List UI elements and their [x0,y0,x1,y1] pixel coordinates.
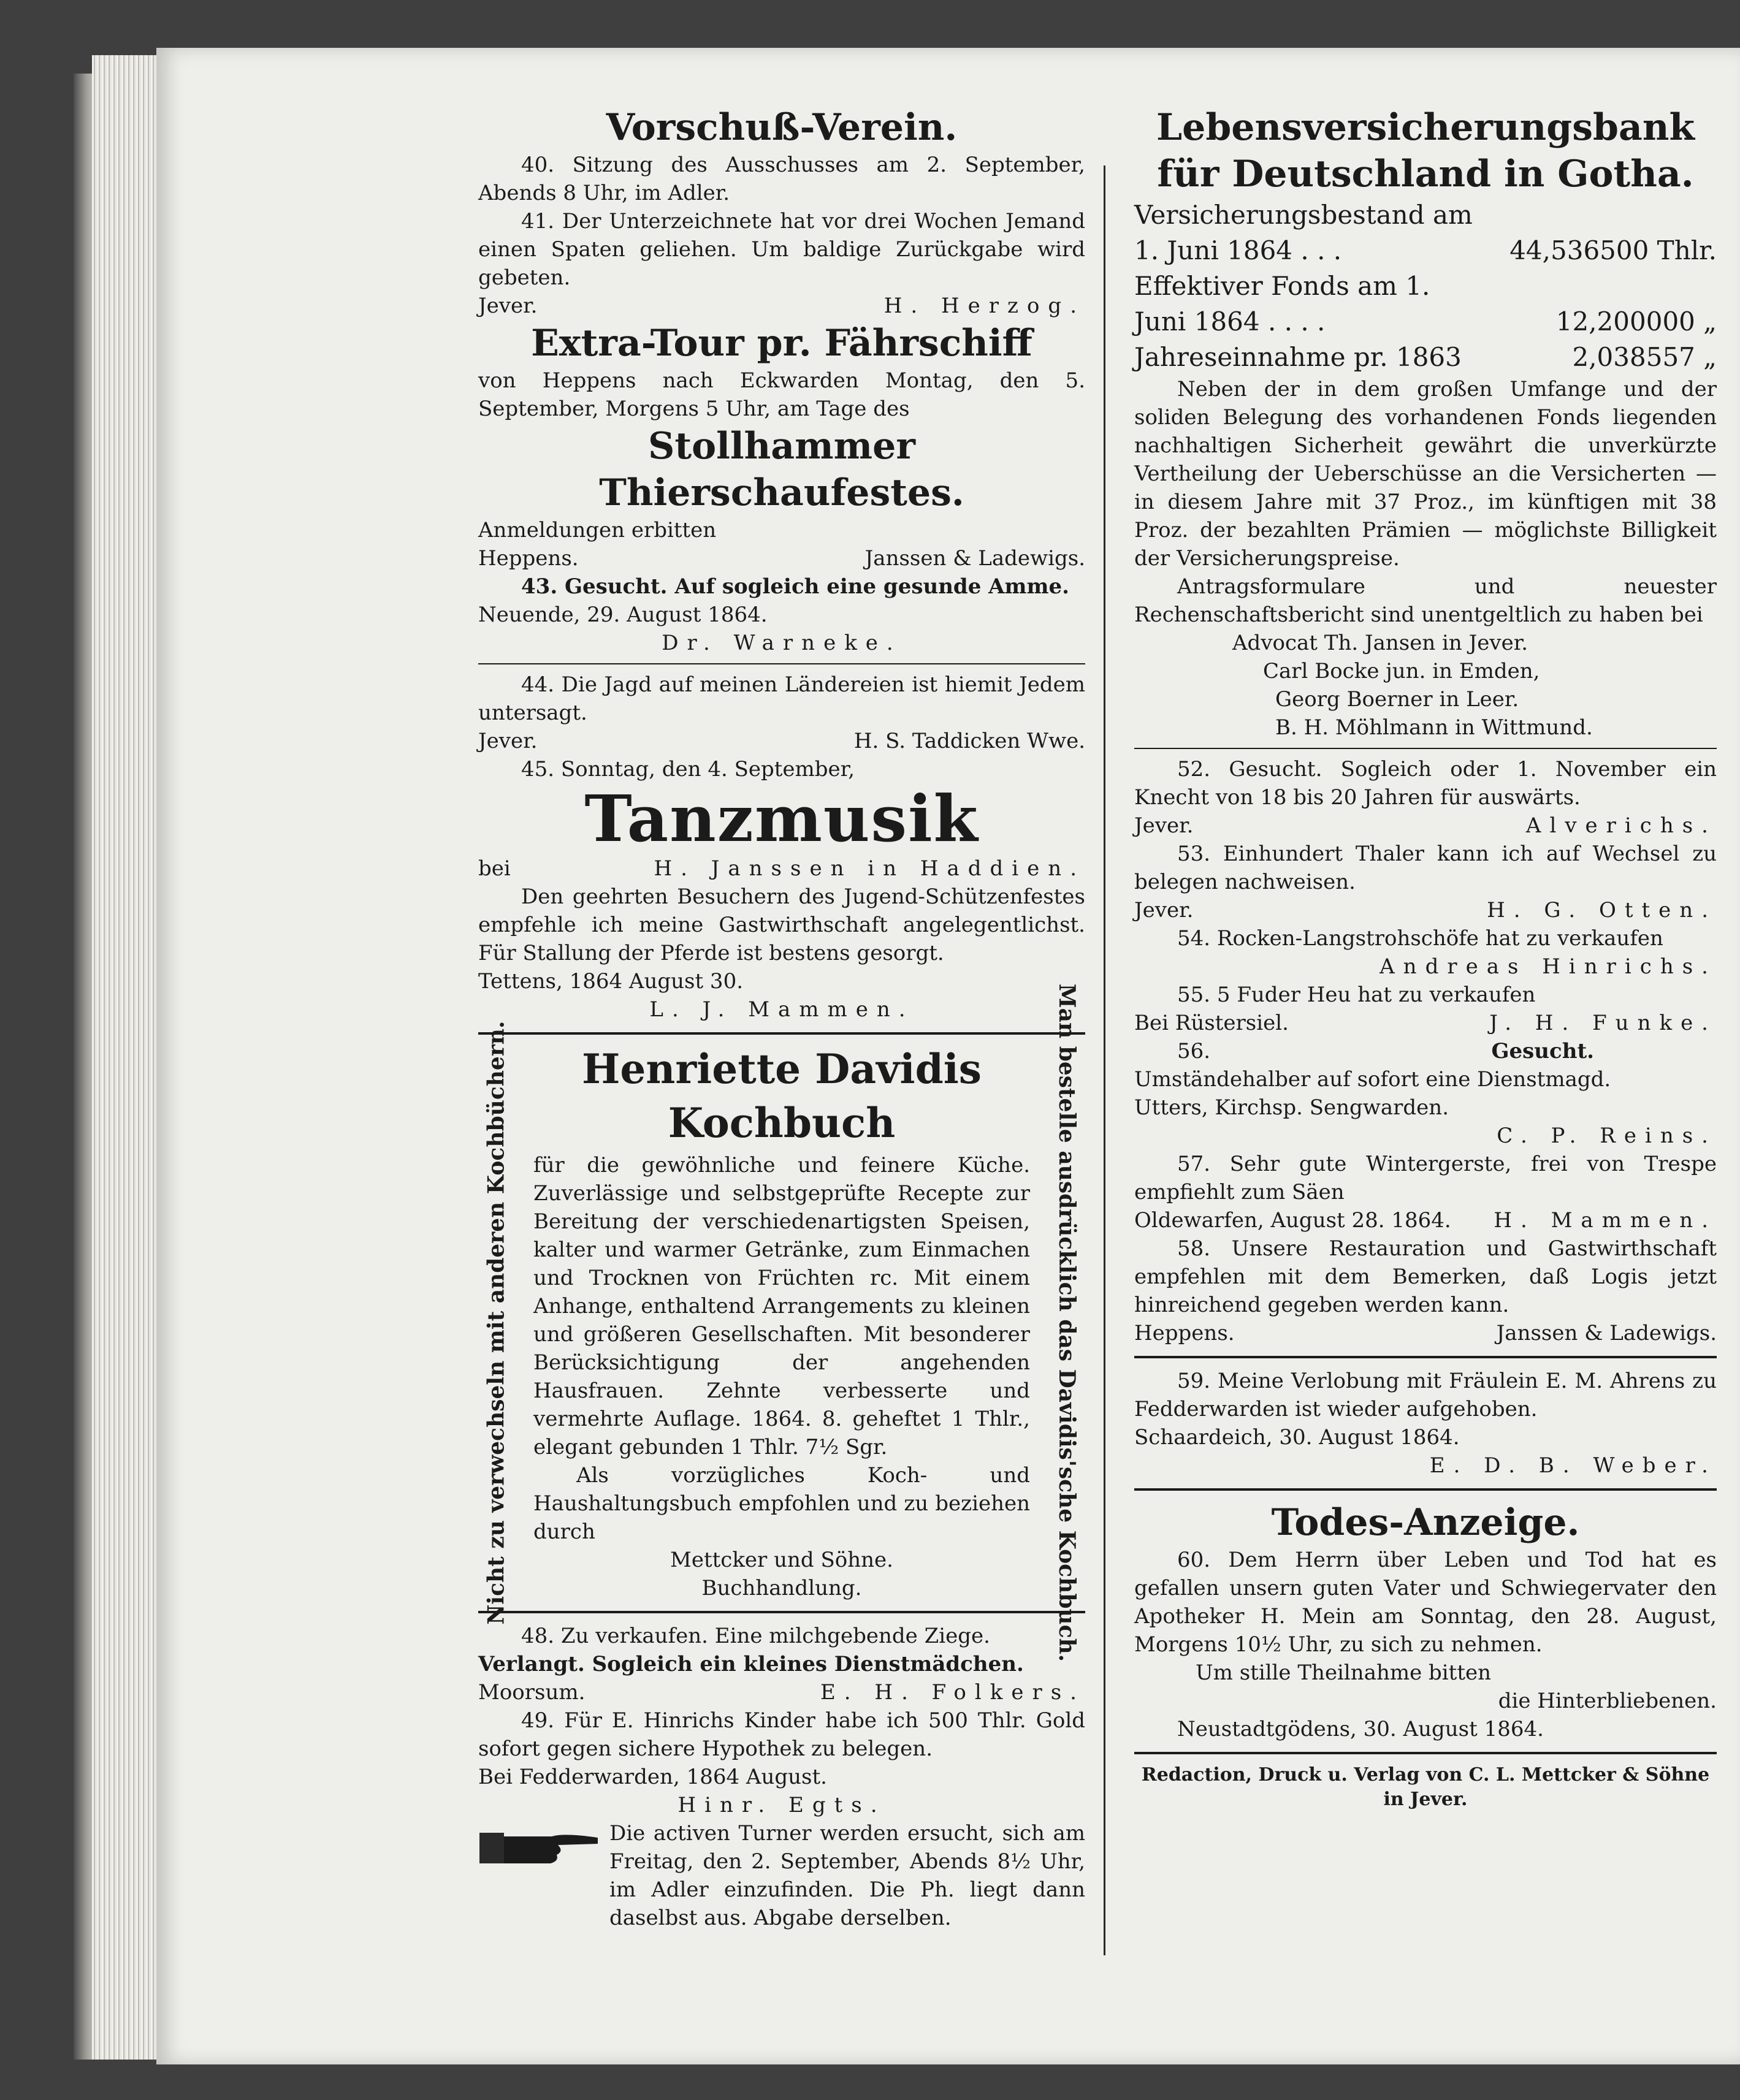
stollhammer-name: Janssen & Ladewigs. [864,546,1085,571]
tanzmusik-date: Tettens, 1864 August 30. [478,969,744,994]
separator [1134,748,1717,749]
separator [478,1032,1085,1035]
gotha-text2: Antragsformulare und neuester Rechenschaftsbericht sind unentgeltlich zu haben bei [1134,574,1717,627]
ad-54-name: Andreas Hinrichs. [1379,954,1717,979]
separator [1134,1356,1717,1358]
tanzmusik-name: L. J. Mammen. [649,997,914,1022]
ad-58-name: Janssen & Ladewigs. [1496,1321,1717,1345]
ad-44: 44. Die Jagd auf meinen Ländereien ist hiemit Jedem untersagt. [478,672,1085,725]
tanzmusik-host: H. Janssen in Haddien. [654,856,1085,881]
ad-54: 54. Rocken-Langstrohschöfe hat zu verkaufen [1177,926,1663,951]
ad-59: 59. Meine Verlobung mit Fräulein E. M. Ahrens zu Fedderwarden ist wieder aufgehoben. [1134,1369,1717,1421]
davidis-text: für die gewöhnliche und feinere Küche. Zuverlässige und selbstgeprüfte Recepte zur Bereitung der verschiedenartigsten Speisen, kalter und warmer Getränke, zum Einmachen und Trocknen von Früchten rc. Mit einem Anhange, enthaltend Arrangements zu kleinen und größeren Gesellschaften. Mit besonderer Berücksichtigung der angehenden Hausfrauen. Zehnte verbesserte und vermehrte Auflage. 1864. 8. geheftet 1 Thlr., elegant gebunden 1 Thlr. 7½ Sgr. [533,1153,1030,1459]
ad-58: 58. Unsere Restauration und Gastwirthschaft empfehlen mit dem Bemerken, daß Logis jetzt hinreichend gegeben werden kann. [1134,1236,1717,1317]
gotha-line-2 [1134,233,1717,268]
gotha-agent-3: Georg Boerner in Leer. [1275,687,1519,712]
gotha-line-1-text: Versicherungsbestand am [1134,200,1473,230]
gotha-agent-2: Carl Bocke jun. in Emden, [1263,659,1540,683]
pointing-hand-icon [478,1819,601,1874]
ad-44-name: H. S. Taddicken Wwe. [853,729,1085,753]
gotha-line-2-value: 44,536500 Thlr. [1509,235,1717,265]
ad-58-place: Heppens. [1134,1321,1235,1345]
ad-56-text: Umständehalber auf sofort eine Dienstmagd. [1134,1067,1611,1092]
ad-55-place: Bei Rüstersiel. [1134,1011,1289,1035]
tanzmusik-bei: bei [478,856,511,881]
stollhammer-title: Stollhammer Thierschaufestes. [599,425,964,514]
gotha-agent-1: Advocat Th. Jansen in Jever. [1232,631,1528,655]
ad-55: 55. 5 Fuder Heu hat zu verkaufen [1177,983,1536,1007]
ad-41: 41. Der Unterzeichnete hat vor drei Wochen Jemand einen Spaten geliehen. Um baldige Zurückgabe wird gebeten. [478,209,1085,290]
davidis-text2: Als vorzügliches Koch- und Haushaltungsbuch empfohlen und zu beziehen durch [533,1463,1030,1544]
stollhammer-sign [478,544,1085,573]
ad-49-date: Bei Fedderwarden, 1864 August. [478,1765,827,1789]
ad-58-sign [1134,1319,1717,1347]
separator [1134,1488,1717,1491]
ad-49: 49. Für E. Hinrichs Kinder habe ich 500 Thlr. Gold sofort gegen sichere Hypothek zu belegen. [478,1708,1085,1761]
ad-53-place: Jever. [1134,898,1194,923]
gotha-title: Lebensversicherungsbank für Deutschland in Gotha. [1156,106,1695,196]
gotha-line-3 [1134,268,1717,304]
right-column [1134,104,1717,1812]
ad-52-place: Jever. [1134,813,1194,838]
gotha-agent-4: B. H. Möhlmann in Wittmund. [1275,715,1593,740]
ad-60: 60. Dem Herrn über Leben und Tod hat es gefallen unsern guten Vater und Schwiegervater den Apotheker H. Mein am Sonntag, den 28. August, Morgens 10½ Uhr, zu sich zu nehmen. [1134,1548,1717,1657]
turner-text: Die activen Turner werden ersucht, sich am Freitag, den 2. September, Abends 8½ Uhr, im Adler einzufinden. Die Ph. liegt dann daselbst aus. Abgabe derselben. [609,1821,1085,1930]
gotha-line-4 [1134,304,1717,340]
separator [478,663,1085,664]
ad-49-name: Hinr. Egts. [677,1793,886,1817]
ad-56-place: Utters, Kirchsp. Sengwarden. [1134,1095,1449,1120]
ad-48-sign [478,1678,1085,1706]
stollhammer-text: Anmeldungen erbitten [478,518,717,542]
ad-48b: Verlangt. Sogleich ein kleines Dienstmädchen. [478,1652,1024,1676]
gotha-line-4-value: 12,200000 „ [1555,306,1717,337]
tanzmusik-text: Den geehrten Besuchern des Jugend-Schützenfestes empfehle ich meine Gastwirthschaft angelegentlichst. Für Stallung der Pferde ist bestens gesorgt. [478,885,1085,965]
ad-55-sign [1134,1009,1717,1037]
ad-57: 57. Sehr gute Wintergerste, frei von Trespe empfiehlt zum Säen [1134,1152,1717,1204]
turner-ad [478,1819,1085,1932]
davidis-seller: Mettcker und Söhne. [670,1548,893,1572]
davidis-subtitle: Kochbuch [668,1099,896,1147]
ad-56-head [1134,1037,1717,1065]
ad-53-sign [1134,896,1717,924]
ad-48-place: Moorsum. [478,1680,586,1705]
gotha-line-1 [1134,197,1717,233]
page-edges [92,55,159,2060]
ad-59-date: Schaardeich, 30. August 1864. [1134,1425,1460,1450]
ad-57-name: H. Mammen. [1494,1208,1717,1233]
ad-43-date: Neuende, 29. August 1864. [478,603,768,627]
ad-60-sign: die Hinterbliebenen. [1498,1689,1717,1713]
ad-53: 53. Einhundert Thaler kann ich auf Wechsel zu belegen nachweisen. [1134,842,1717,894]
ad-56-title: Gesucht. [1491,1039,1594,1063]
vorschuss-title: Vorschuß-Verein. [606,106,958,149]
ad-53-name: H. G. Otten. [1487,898,1717,923]
ad-44-sign [478,727,1085,755]
ad-56-number: 56. [1177,1039,1211,1063]
ad-60-date: Neustadtgödens, 30. August 1864. [1177,1717,1544,1741]
ad-59-name: E. D. B. Weber. [1429,1453,1717,1478]
ad-40: 40. Sitzung des Ausschusses am 2. September, Abends 8 Uhr, im Adler. [478,153,1085,205]
ad-52-name: Alverichs. [1525,813,1717,838]
ad-41-sign [478,292,1085,320]
extra-tour-title: Extra-Tour pr. Fährschiff [531,322,1032,365]
davidis-seller2: Buchhandlung. [701,1576,862,1600]
ad-44-place: Jever. [478,729,538,753]
gotha-line-3-text: Effektiver Fonds am 1. [1134,271,1430,301]
ad-41-place: Jever. [478,294,538,318]
gotha-line-5-label: Jahreseinnahme pr. 1863 [1134,342,1462,372]
davidis-side-right-text: Man bestelle ausdrücklich das Davidis'sche Kochbuch. [1054,983,1080,1662]
ad-43-name: Dr. Warneke. [662,631,902,655]
gotha-line-2-label: 1. Juni 1864 . . . [1134,235,1342,265]
davidis-side-left [472,1021,521,1625]
separator [478,1611,1085,1613]
column-divider [1104,165,1105,1955]
todes-title: Todes-Anzeige. [1271,1501,1580,1544]
ad-43: 43. Gesucht. Auf sogleich eine gesunde Amme. [521,574,1069,599]
davidis-side-left-text: Nicht zu verwechseln mit anderen Kochbüchern. [484,1021,509,1625]
ad-57-sign [1134,1206,1717,1235]
stollhammer-place: Heppens. [478,546,579,571]
ad-57-date: Oldewarfen, August 28. 1864. [1134,1208,1451,1233]
davidis-side-right [1042,983,1091,1662]
ad-52: 52. Gesucht. Sogleich oder 1. November ein Knecht von 18 bis 20 Jahren für auswärts. [1134,757,1717,810]
ad-48-name: E. H. Folkers. [820,1680,1085,1705]
tanzmusik-title: Tanzmusik [584,781,979,856]
gotha-line-5-value: 2,038557 „ [1572,342,1717,372]
extra-tour-text: von Heppens nach Eckwarden Montag, den 5. September, Morgens 5 Uhr, am Tage des [478,368,1085,421]
ad-41-name: H. Herzog. [883,294,1085,318]
ad-56-name: C. P. Reins. [1497,1124,1717,1148]
left-column [478,104,1085,1932]
ad-52-sign [1134,812,1717,840]
ad-45: 45. Sonntag, den 4. September, [521,757,855,782]
gotha-line-4-label: Juni 1864 . . . . [1134,306,1326,337]
gotha-text: Neben der in dem großen Umfange und der soliden Belegung des vorhandenen Fonds liegenden nachhaltigen Sicherheit gewährt die unverkürzte Vertheilung der Ueberschüsse an die Versicherten — in diesem Jahre mit 37 Proz., im künftigen mit 38 Proz. der bezahlten Prämien — möglichste Billigkeit der Versicherungspreise. [1134,377,1717,571]
davidis-title: Henriette Davidis [582,1045,982,1093]
ad-55-name: J. H. Funke. [1489,1011,1717,1035]
tanzmusik-host-line [478,854,1085,883]
separator [1134,1752,1717,1754]
imprint: Redaction, Druck u. Verlag von C. L. Mettcker & Söhne in Jever. [1141,1764,1710,1810]
ad-48: 48. Zu verkaufen. Eine milchgebende Ziege. [521,1624,990,1648]
ad-60-ask: Um stille Theilnahme bitten [1196,1661,1492,1685]
gotha-line-5 [1134,340,1717,375]
